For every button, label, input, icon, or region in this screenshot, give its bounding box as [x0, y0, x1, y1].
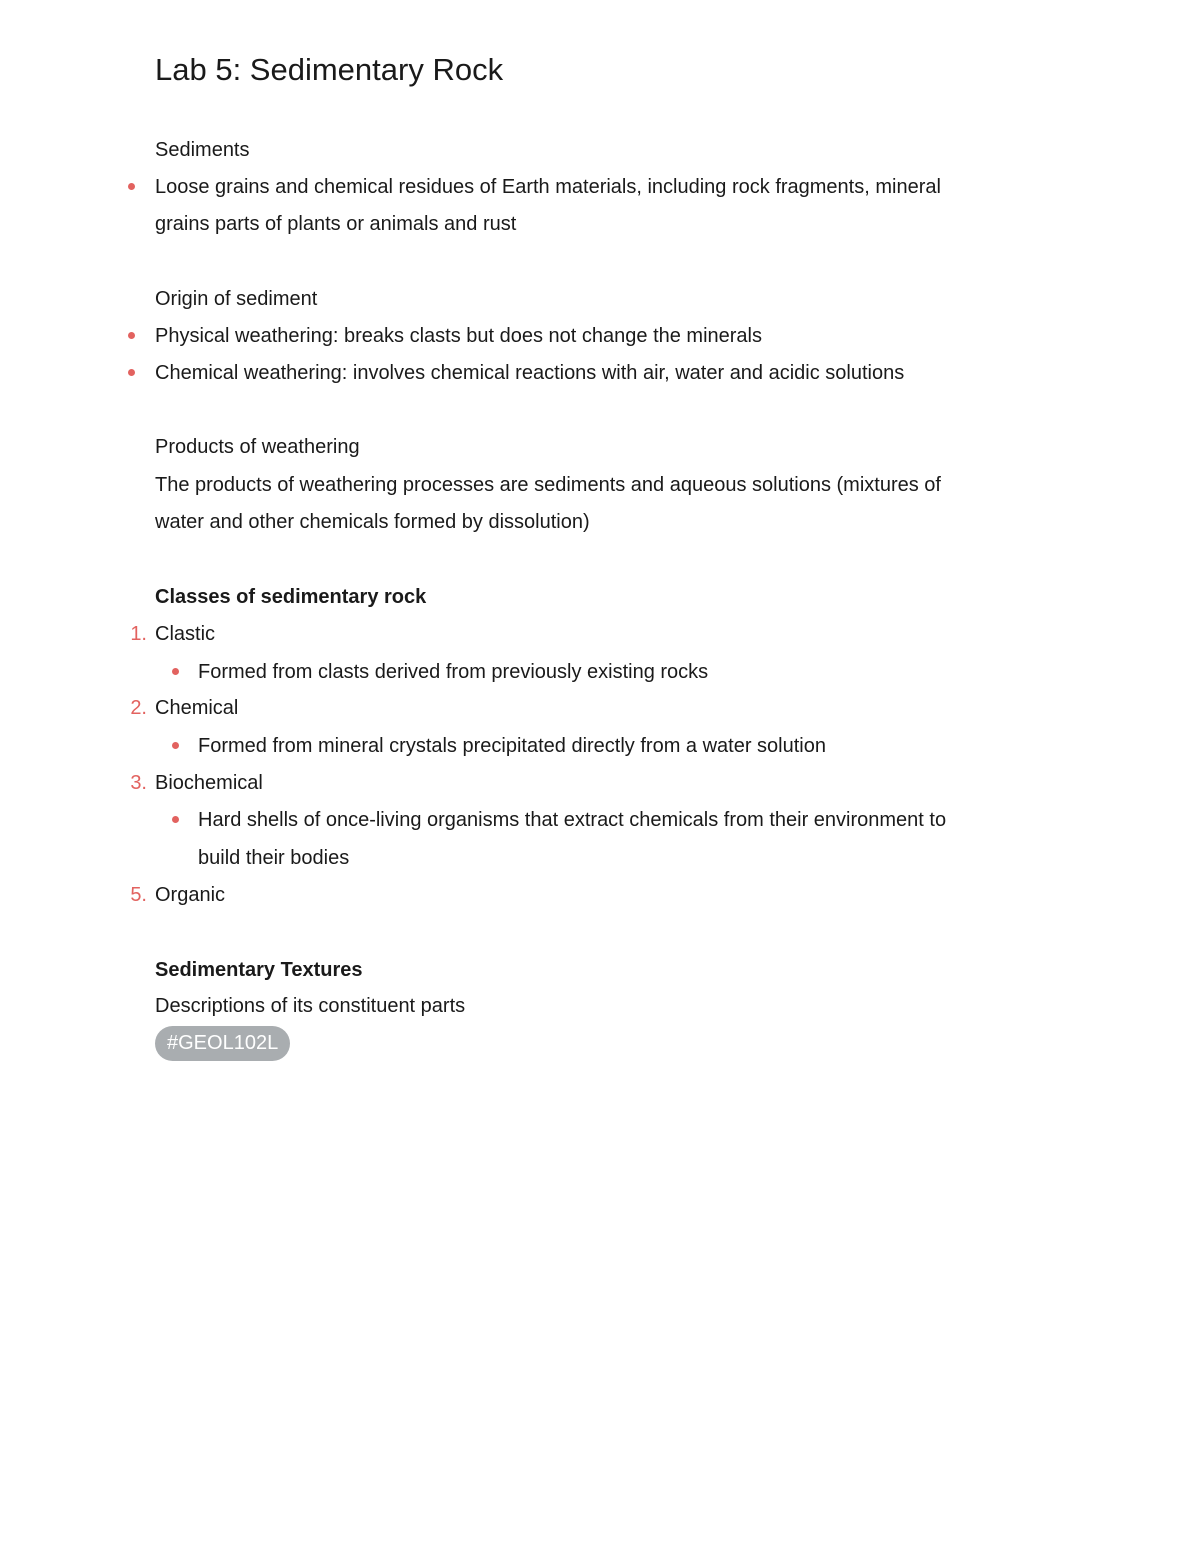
bullet-icon [172, 742, 179, 749]
list-number: 1. [130, 623, 147, 645]
sediments-bullet-1-line-2: grains parts of plants or animals and rust [155, 213, 517, 235]
origin-bullet-1: Physical weathering: breaks clasts but does not change the minerals [155, 325, 763, 347]
list-number: 3. [130, 772, 147, 794]
products-line-1: The products of weathering processes are sediments and aqueous solutions (mixtures of [155, 474, 941, 496]
class-item-organic: Organic [155, 884, 226, 906]
products-line-2: water and other chemicals formed by dissolution) [155, 511, 590, 533]
sediments-bullet-1-line-1: Loose grains and chemical residues of Earth materials, including rock fragments, mineral [155, 176, 941, 198]
page-title: Lab 5: Sedimentary Rock [155, 52, 504, 87]
products-heading: Products of weathering [155, 436, 360, 458]
list-number: 5. [130, 884, 147, 906]
bullet-icon [172, 816, 179, 823]
origin-bullet-2: Chemical weathering: involves chemical reactions with air, water and acidic solutions [155, 362, 905, 384]
class-item-biochemical-description-line-2: build their bodies [198, 847, 350, 869]
list-number: 2. [130, 697, 147, 719]
class-item-clastic-description: Formed from clasts derived from previously existing rocks [198, 661, 709, 683]
class-item-chemical-description: Formed from mineral crystals precipitated directly from a water solution [198, 735, 826, 757]
bullet-icon [128, 369, 135, 376]
bullet-icon [128, 332, 135, 339]
class-item-biochemical-description-line-1: Hard shells of once-living organisms that extract chemicals from their environment to [198, 809, 947, 831]
tag-badge[interactable]: #GEOL102L [155, 1026, 290, 1061]
textures-line-1: Descriptions of its constituent parts [155, 995, 466, 1017]
class-item-clastic: Clastic [155, 623, 216, 645]
bullet-icon [172, 668, 179, 675]
sediments-heading: Sediments [155, 139, 250, 161]
textures-heading: Sedimentary Textures [155, 959, 363, 981]
class-item-chemical: Chemical [155, 697, 239, 719]
origin-heading: Origin of sediment [155, 288, 318, 310]
class-item-biochemical: Biochemical [155, 772, 263, 794]
classes-heading: Classes of sedimentary rock [155, 586, 427, 608]
bullet-icon [128, 183, 135, 190]
